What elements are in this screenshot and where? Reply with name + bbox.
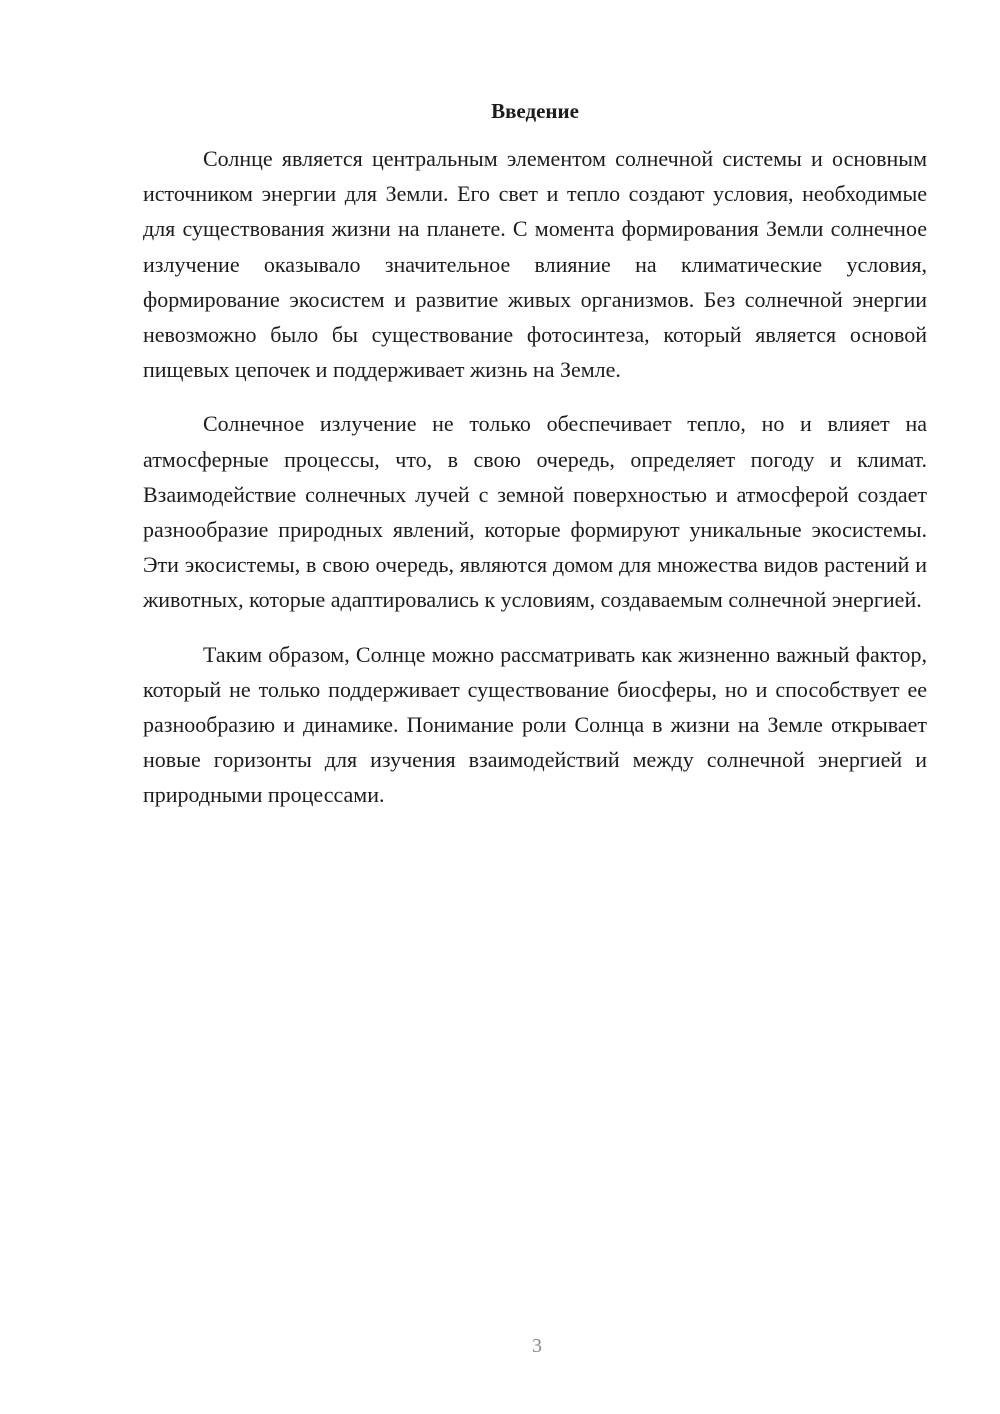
paragraph-2: Солнечное излучение не только обеспечивает тепло, но и влияет на атмосферные процессы, что, в свою очередь, определяет погоду и климат. Взаимодействие солнечных лучей с земной поверхностью и атмосферой создает разнообразие природных явлений, которые формируют уникальные экосистемы. Эти экосистемы, в свою очередь, являются домом для множества видов растений и животных, которые адаптировались к условиям, создаваемым солнечной энергией. — [143, 411, 927, 613]
paragraph-3: Таким образом, Солнце можно рассматривать как жизненно важный фактор, который не только поддерживает существование биосферы, но и способствует ее разнообразию и динамике. Понимание роли Солнца в жизни на Земле открывает новые горизонты для изучения взаимодействий между солнечной энергией и природными процессами. — [143, 641, 927, 808]
paragraph-1: Солнце является центральным элементом солнечной системы и основным источником энергии для Земли. Его свет и тепло создают условия, необходимые для существования жизни на планете. С момента формирования Земли солнечное излучение оказывало значительное влияние на климатические условия, формирование экосистем и развитие живых организмов. Без солнечной энергии невозможно было бы существование фотосинтеза, который является основой пищевых цепочек и поддерживает жизнь на Земле. — [143, 146, 927, 383]
page-number: 3 — [532, 1335, 542, 1357]
document-body — [143, 94, 927, 832]
section-heading: Введение — [491, 99, 579, 123]
